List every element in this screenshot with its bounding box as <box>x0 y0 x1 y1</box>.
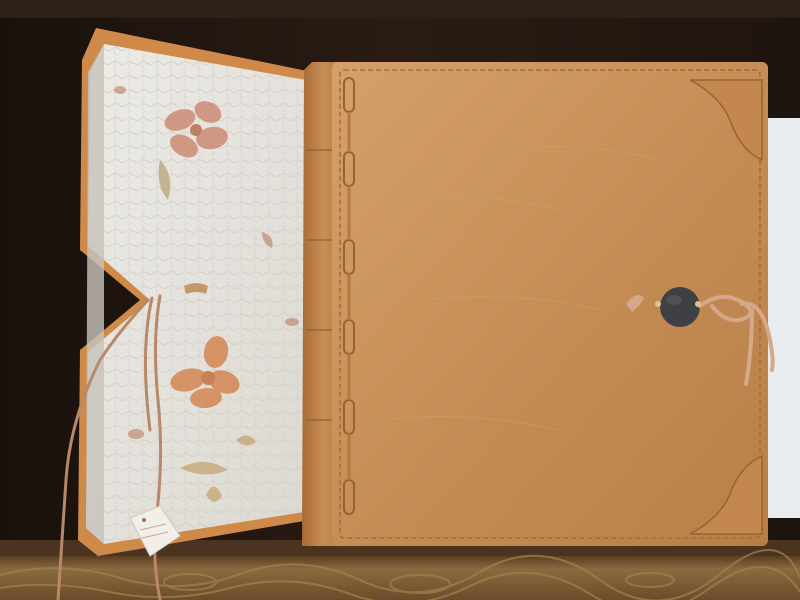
right-wall <box>766 118 800 518</box>
stone-clasp <box>660 287 700 327</box>
top-shelf-edge <box>0 0 800 18</box>
leather-album <box>302 62 773 546</box>
paper-album <box>58 28 312 600</box>
